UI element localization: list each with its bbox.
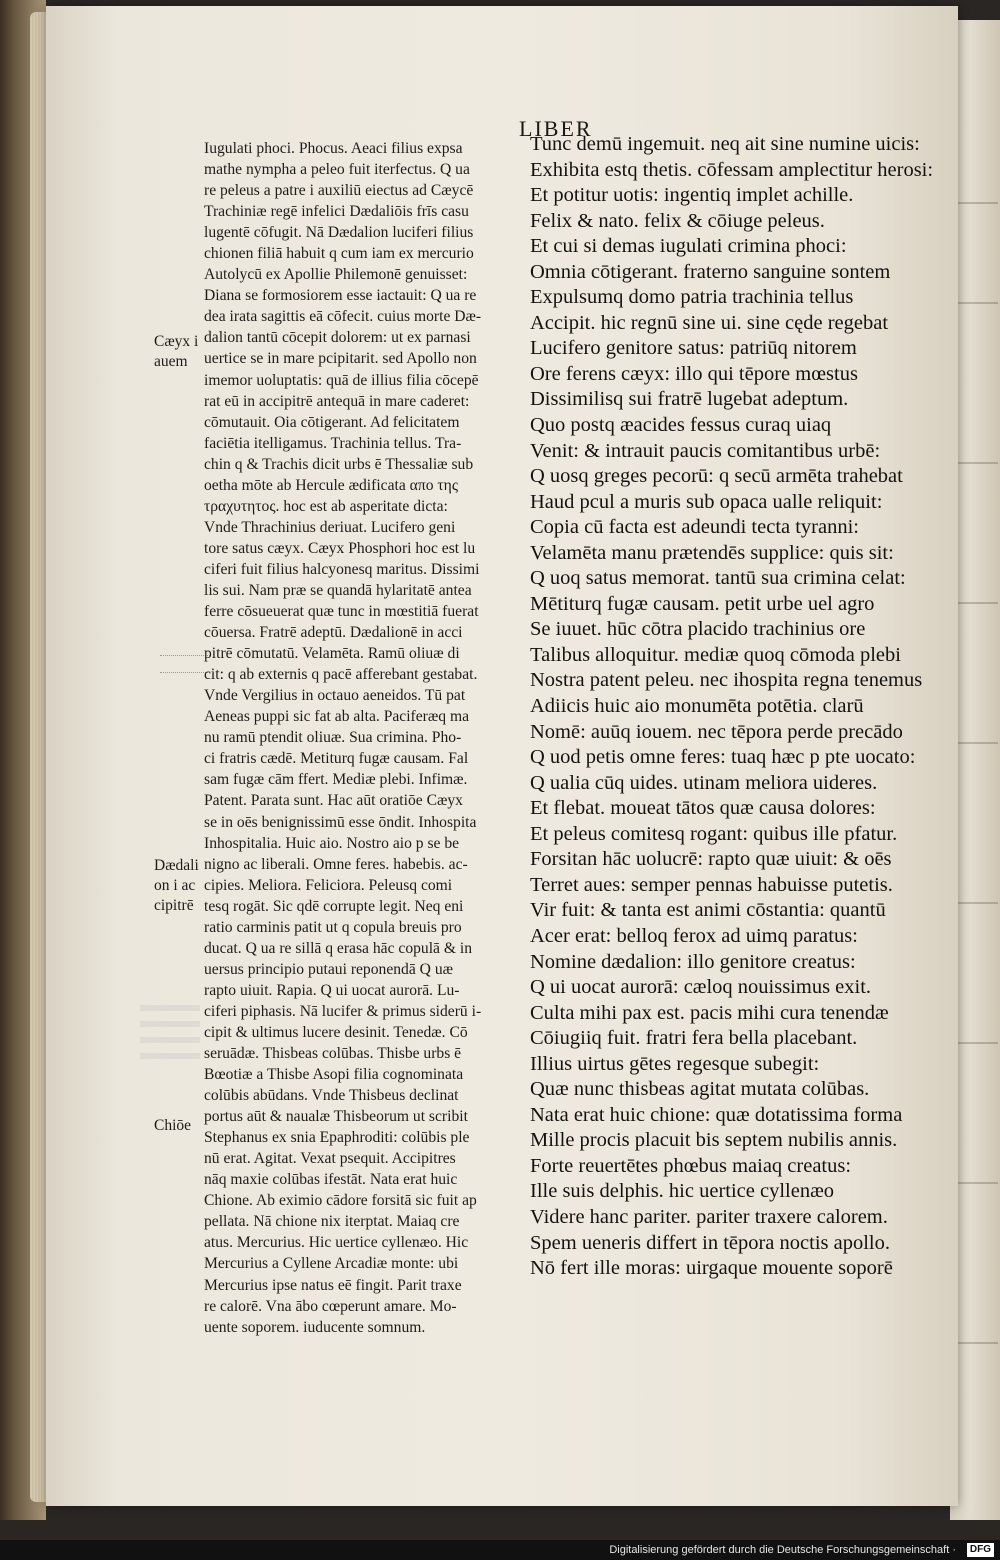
verse-line: Vir fuit: & tanta est animi cōstantia: quantū [530,899,886,922]
running-head: LIBER [519,116,593,141]
bleed-through-area [140,1005,200,1065]
verse-line: Q ui uocat aurorā: cæloq nouissimus exit. [530,976,872,999]
commentary-line: Mercurius a Cyllene Arcadiæ monte: ubi [204,1255,459,1273]
verse-line: Nata erat huic chione: quæ dotatissima forma [530,1103,903,1126]
commentary-line: nigno ac liberali. Omne feres. habebis. ac- [204,855,468,873]
verse-line: Mētiturq fugæ causam. petit urbe uel agro [530,592,875,615]
commentary-line: Inhospitalia. Huic aio. Nostro aio p se be [204,834,460,852]
commentary-line: colūbis abūdans. Vnde Thisbeus declinat [204,1087,459,1105]
commentary-line: Stephanus ex snia Epaphroditi: colūbis ple [204,1129,470,1147]
verse-line: Terret aues: semper pennas habuisse putetis. [530,873,893,896]
verse-line: Se iuuet. hūc cōtra placido trachinius ore [530,618,866,641]
commentary-line: Vnde Thrachinius deriuat. Lucifero geni [204,518,456,536]
verse-line: Talibus alloquitur. mediæ quoq cōmoda plebi [530,643,901,666]
verse-line: Spem ueneris differt in tēpora noctis apollo. [530,1231,890,1254]
verse-line: Omnia cōtigerant. fraterno sanguine sontem [530,260,891,283]
commentary-line: oetha mōte ab Hercule ædificata απο της [204,476,458,494]
verse-line: Venit: & intrauit paucis comitantibus urbē: [530,439,881,462]
commentary-line: rapto uiuit. Rapia. Q ui uocat aurorā. Lu- [204,981,460,999]
funding-credit: Digitalisierung gefördert durch die Deutsche Forschungsgemeinschaft · [609,1544,956,1556]
verse-line: Dissimilisq sui fratrē lugebat adeptum. [530,388,849,411]
commentary-line: Iugulati phoci. Phocus. Aeaci filius expsa [204,140,463,157]
commentary-column [204,138,524,1338]
commentary-line: pitrē cōmutatū. Velamēta. Ramū oliuæ di [204,645,460,663]
commentary-line: Aeneas puppi sic fat ab alta. Paciferæq ma [204,708,469,726]
commentary-line: atus. Mercurius. Hic uertice cyllenæo. Hic [204,1234,469,1252]
verse-line: Copia cū facta est adeundi tecta tyranni: [530,516,860,539]
verse-line: Et flebat. moueat tātos quæ causa dolores: [530,797,876,820]
verse-line: Ille suis delphis. hic uertice cyllenæo [530,1180,835,1203]
commentary-line: tesq rogāt. Sic qdē corrupte legit. Neq eni [204,897,464,915]
commentary-line: uertice se in mare pcipitarit. sed Apollo non [204,350,477,368]
verse-line: Lucifero genitore satus: patriūq nitorem [530,337,857,360]
verse-line: Quæ nunc thisbeas agitat mutata colūbas. [530,1078,870,1101]
commentary-line: Diana se formosiorem esse iactauit: Q ua re [204,287,477,305]
verse-line: Acer erat: belloq ferox ad uimq paratus: [530,924,858,947]
commentary-line: ciferi fuit filius halcyonesq maritus. Dissimi [204,560,480,578]
verse-line: Q uoq satus memorat. tantū sua crimina celat: [530,567,906,590]
commentary-line: Chione. Ab eximio cādore forsitā sic fuit ap [204,1192,477,1210]
verse-line: Nomine dædalion: illo genitore creatus: [530,950,856,973]
commentary-line: cipit & ultimus lucere desinit. Tenedæ. Cō [204,1023,468,1041]
verse-line: Velamēta manu prætendēs supplice: quis sit: [530,541,894,564]
commentary-line: cōuersa. Fratrē adeptū. Dædalionē in acci [204,624,463,642]
commentary-line: chin q & Trachis dicit urbs ē Thessaliæ sub [204,455,474,473]
commentary-line: Bœotiæ a Thisbe Asopi filia cognominata [204,1066,464,1084]
verse-line: Q uod petis omne feres: tuaq hæc p pte uocato: [530,746,916,769]
marginal-line: on i ac [154,877,196,894]
verse-line: Tunc demū ingemuit. neq ait sine numine uicis: [530,133,920,155]
verse-line: Illius uirtus gētes regesque subegit: [530,1052,820,1075]
marginal-line: Cæyx i [154,333,199,350]
commentary-line: Mercurius ipse natus eē fingit. Parit traxe [204,1276,462,1294]
verse-line: Quo postq æacides fessus curaq uiaq [530,414,832,437]
commentary-line: Patent. Parata sunt. Hac aūt oratiōe Cæyx [204,792,463,810]
verse-column [530,132,955,1282]
commentary-line: se in oēs benignissimū esse ōndit. Inhospita [204,813,477,831]
verse-line: Nō fert ille moras: uirgaque mouente soporē [530,1257,893,1280]
marginal-line: Dædali [154,857,199,874]
verse-line: Et peleus comitesq rogant: quibus ille pfatur. [530,822,898,845]
commentary-line: portus aūt & naualæ Thisbeorum ut scribit [204,1108,468,1126]
marginal-line: Chiōe [154,1117,192,1134]
commentary-line: rat eū in accipitrē antequā in mare caderet: [204,392,470,410]
verse-line: Forte reuertētes phœbus maiaq creatus: [530,1154,852,1177]
verse-line: Q uosq greges pecorū: q secū armēta trahebat [530,465,903,488]
commentary-line: sam fugæ cām ffert. Mediæ plebi. Infimæ. [204,771,468,789]
commentary-line: uersus principio putaui reponendā Q uæ [204,960,454,978]
commentary-line: cit: q ab externis q pacē afferebant gestabat. [204,666,478,684]
commentary-line: imemor uoluptatis: quā de illius filia cōcepē [204,371,479,389]
verse-line: Accipit. hic regnū sine ui. sine cęde regebat [530,311,889,334]
verse-line: Et potitur uotis: ingentiq implet achille. [530,184,854,207]
verse-line: Exhibita estq thetis. cōfessam amplectitur herosi: [530,158,934,181]
commentary-line: lugentē cōfugit. Nā Dædalion luciferi filius [204,224,474,242]
commentary-line: cōmutauit. Oia cōtigerant. Ad felicitatem [204,413,460,431]
verse-line: Et cui si demas iugulati crimina phoci: [530,235,847,258]
dfg-logo: DFG [967,1543,994,1557]
verse-line: Expulsumq domo patria trachinia tellus [530,286,854,309]
commentary-line: ciferi piphasis. Nā lucifer & primus siderū i- [204,1002,482,1020]
commentary-line: ratio carminis patit ut q copula breuis pro [204,918,462,936]
commentary-line: uente soporem. iuducente somnum. [204,1318,426,1336]
commentary-line: faciētia itelligamus. Trachinia tellus. Tra- [204,434,462,452]
commentary-line: chionen filiā habuit q cum iam ex mercurio [204,245,474,263]
commentary-line: pellata. Nā chione nix iterptat. Maiaq cre [204,1213,460,1231]
commentary-line: lis sui. Nam præ se quandā hylaritatē antea [204,581,472,599]
commentary-line: ci fratris cædē. Metiturq fugæ causam. Fal [204,750,469,768]
bleed-through-mark [160,672,210,683]
verse-line: Felix & nato. felix & cōiuge peleus. [530,209,825,232]
commentary-line: nū erat. Agitat. Vexat psequit. Accipitres [204,1150,456,1168]
verse-line: Q ualia cūq uides. utinam meliora uideres. [530,771,878,794]
commentary-line: Vnde Vergilius in octauo aeneidos. Tū pat [204,687,466,705]
verse-line: Cōiugiiq fuit. fratri fera bella placebant. [530,1027,858,1050]
commentary-line: nu ramū ptendit oliuæ. Sua crimina. Pho- [204,729,462,747]
marginal-line: auem [154,353,188,370]
commentary-line: mathe nympha a peleo fuit iterfectus. Q ua [204,161,470,179]
commentary-line: re peleus a patre i auxiliū eiectus ad Cæycē [204,182,474,200]
marginal-line: cipitrē [154,897,194,914]
commentary-line: Trachiniæ regē infelici Dædaliōis frīs casu [204,203,469,221]
verse-line: Ore ferens cæyx: illo qui tēpore mœstus [530,362,858,385]
commentary-line: tore satus cæyx. Cæyx Phosphori hoc est lu [204,539,476,557]
digitization-footer [0,1540,1000,1560]
verse-line: Forsitan hāc uolucrē: rapto quæ uiuit: & oēs [530,848,892,871]
verse-line: Culta mihi pax est. pacis mihi cura tenendæ [530,1001,889,1024]
verse-line: Nomē: auūq iouem. nec tēpora perde precādo [530,720,903,743]
verse-line: Haud pcul a muris sub opaca ualle reliquit: [530,490,883,513]
commentary-line: τραχυτητος. hoc est ab asperitate dicta: [204,497,448,515]
commentary-line: seruādæ. Thisbeas colūbas. Thisbe urbs ē [204,1045,462,1063]
commentary-line: Autolycū ex Apollie Philemonē genuisset: [204,266,468,284]
commentary-line: ducat. Q ua re sillā q erasa hāc copulā & in [204,939,473,957]
bleed-through-mark [160,655,210,666]
verse-line: Mille procis placuit bis septem nubilis annis. [530,1129,898,1152]
verse-line: Nostra patent peleu. nec ihospita regna tenemus [530,669,923,692]
commentary-line: dea irata sagittis eā cōfecit. cuius morte Dæ- [204,308,482,326]
commentary-line: ferre cōsueuerat quæ tunc in mœstitiā fuerat [204,603,479,621]
commentary-line: cipies. Meliora. Feliciora. Peleusq comi [204,876,453,894]
commentary-line: nāq maxie colūbas ifestāt. Nata erat huic [204,1171,458,1189]
commentary-line: dalion tantū cōcepit dolorem: ut ex parnasi [204,329,471,347]
verse-line: Videre hanc pariter. pariter traxere calorem. [530,1205,888,1228]
commentary-line: re calorē. Vna ābo cœperunt amare. Mo- [204,1297,457,1315]
verse-line: Adiicis huic aio monumēta potētia. clarū [530,695,864,718]
